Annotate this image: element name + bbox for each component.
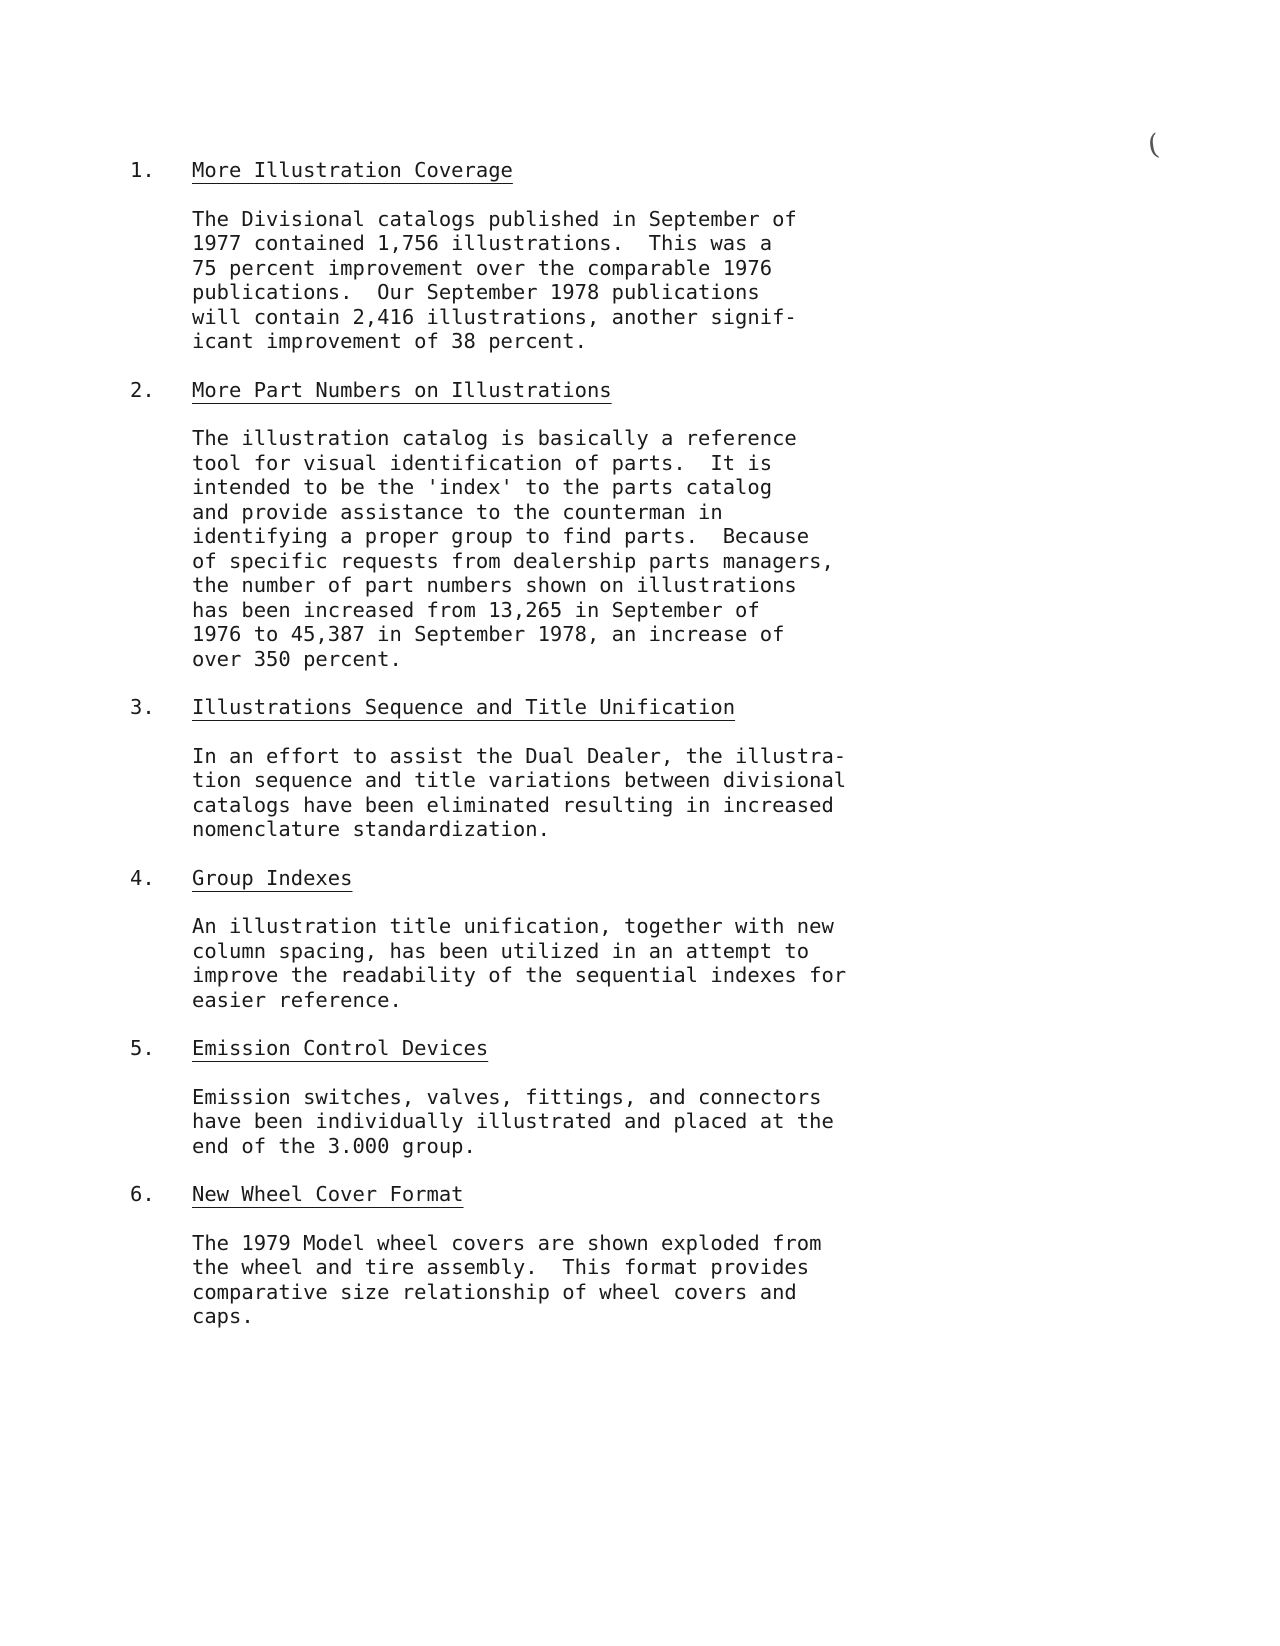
item-number: 4.: [130, 865, 155, 890]
list-item-new-wheel-cover-format: [130, 1182, 1030, 1329]
item-heading: Group Indexes: [192, 865, 353, 890]
item-heading: Emission Control Devices: [192, 1036, 489, 1060]
item-body: The illustration catalog is basically a reference tool for visual identification of parts. It is intended to be the 'index' to the parts catalog and provide assistance to the counterman in identifying a proper group to find parts. Because of specific requests from dealership parts managers, the number of part numbers shown on illustrations has been increased from 13,265 in September of 1976 to 45,387 in September 1978, an increase of over 350 percent.: [192, 426, 834, 671]
list-item-sequence-title-unification: [130, 695, 1030, 842]
item-body: In an effort to assist the Dual Dealer, the illustra- tion sequence and title variations between divisional catalogs have been eliminated resulting in increased nomenclature standardization.: [192, 743, 847, 841]
numbered-list: [130, 158, 1030, 1353]
item-heading: New Wheel Cover Format: [192, 1182, 464, 1206]
list-item-group-indexes: [130, 866, 1030, 1013]
item-body: Emission switches, valves, fittings, and connectors have been individually illustrated and placed at the end of the 3.000 group.: [192, 1084, 834, 1158]
item-number: 1.: [130, 158, 155, 182]
item-heading: Illustrations Sequence and Title Unification: [192, 695, 736, 719]
item-body: The Divisional catalogs published in September of 1977 contained 1,756 illustrations. This was a 75 percent improvement over the comparable 1976 publications. Our September 1978 publications will contain 2,416 illustrations, another signif- icant improvement of 38 percent.: [192, 206, 797, 353]
margin-mark: (: [1145, 127, 1162, 162]
item-number: 3.: [130, 695, 155, 719]
item-body: An illustration title unification, together with new column spacing, has been utilized in an attempt to improve the readability of the sequential indexes for easier reference.: [192, 914, 847, 1012]
item-body: The 1979 Model wheel covers are shown exploded from the wheel and tire assembly. This format provides comparative size relationship of wheel covers and caps.: [192, 1230, 822, 1328]
list-item-more-illustration-coverage: [130, 158, 1030, 354]
item-number: 5.: [130, 1036, 155, 1060]
list-item-more-part-numbers: [130, 378, 1030, 672]
list-item-emission-control-devices: [130, 1036, 1030, 1158]
item-number: 2.: [130, 377, 155, 402]
item-number: 6.: [130, 1182, 155, 1206]
item-heading: More Illustration Coverage: [192, 158, 513, 182]
item-heading: More Part Numbers on Illustrations: [192, 377, 612, 402]
